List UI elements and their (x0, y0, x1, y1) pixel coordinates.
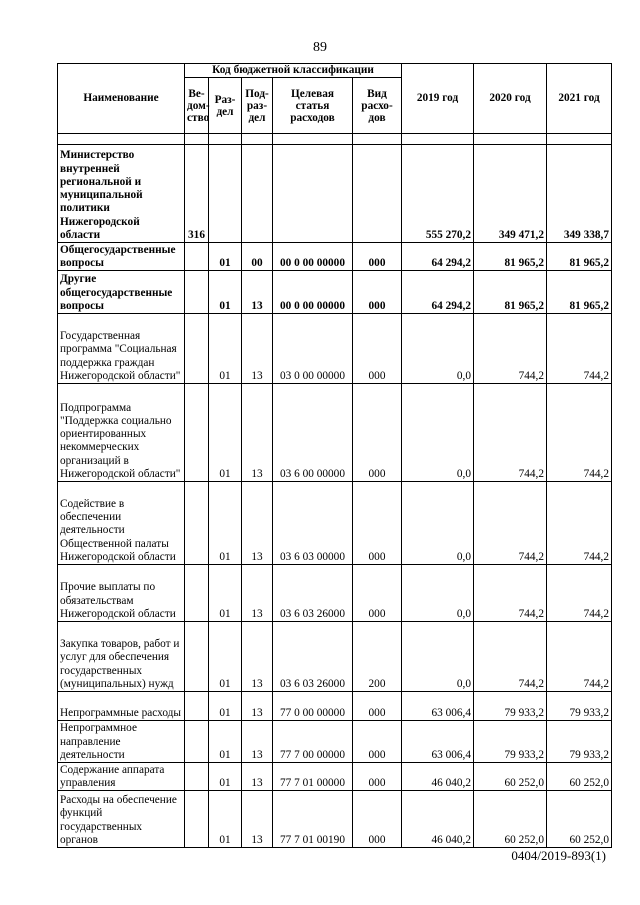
header-name: Наименование (58, 64, 185, 134)
table-row (58, 384, 612, 482)
cell-y2019: 0,0 (402, 482, 474, 565)
table-body (58, 134, 612, 848)
cell-vr: 000 (353, 243, 402, 271)
header-podrazdel: Под-раз-дел (242, 78, 273, 134)
cell-name: Государственная программа "Социальная поддержка граждан Нижегородской области" (58, 314, 185, 384)
document-code: 0404/2019-893(1) (511, 848, 606, 863)
cell-name: Подпрограмма "Поддержка социально ориентированных некоммерческих организаций в Нижегородской области" (58, 384, 185, 482)
cell-raz: 01 (209, 271, 242, 314)
cell-y2020: 81 965,2 (474, 271, 547, 314)
table-row (58, 314, 612, 384)
cell-cs: 03 6 03 00000 (273, 482, 353, 565)
cell-vr: 000 (353, 692, 402, 721)
cell-y2019: 0,0 (402, 622, 474, 692)
header-vedomstvo: Ве-дом-ство (185, 78, 209, 134)
cell-y2020: 744,2 (474, 384, 547, 482)
cell-ved (185, 271, 209, 314)
cell-ved (185, 622, 209, 692)
table-row (58, 622, 612, 692)
cell-cs: 77 7 01 00000 (273, 763, 353, 791)
cell-name: Министерство внутренней региональной и муниципальной политики Нижегородской области (58, 145, 185, 243)
cell-podraz: 13 (242, 622, 273, 692)
cell-y2019: 0,0 (402, 565, 474, 622)
cell-name: Непрограммное направление деятельности (58, 721, 185, 763)
cell-y2020: 60 252,0 (474, 791, 547, 848)
cell-name: Содержание аппарата управления (58, 763, 185, 791)
cell-name: Прочие выплаты по обязательствам Нижегородской области (58, 565, 185, 622)
cell-ved: 316 (185, 145, 209, 243)
cell-cs: 03 6 00 00000 (273, 384, 353, 482)
cell-cs: 03 6 03 26000 (273, 622, 353, 692)
cell-y2021: 81 965,2 (547, 271, 612, 314)
cell-y2020: 744,2 (474, 482, 547, 565)
cell-name: Закупка товаров, работ и услуг для обеспечения государственных (муниципальных) нужд (58, 622, 185, 692)
cell-raz: 01 (209, 243, 242, 271)
cell-y2019: 64 294,2 (402, 243, 474, 271)
cell-y2020: 744,2 (474, 622, 547, 692)
cell-y2021: 349 338,7 (547, 145, 612, 243)
table-row (58, 763, 612, 791)
table-row (58, 482, 612, 565)
cell-y2021: 79 933,2 (547, 692, 612, 721)
cell-y2019: 0,0 (402, 384, 474, 482)
cell-podraz: 13 (242, 271, 273, 314)
cell-y2021: 744,2 (547, 314, 612, 384)
cell-raz: 01 (209, 482, 242, 565)
page-number: 89 (313, 40, 327, 55)
cell-y2020: 744,2 (474, 314, 547, 384)
cell-vr: 000 (353, 565, 402, 622)
cell-vr: 000 (353, 384, 402, 482)
header-vid: Вид расхо-дов (353, 78, 402, 134)
cell-name: Другие общегосударственные вопросы (58, 271, 185, 314)
budget-table (57, 63, 612, 848)
cell-ved (185, 384, 209, 482)
cell-podraz: 13 (242, 721, 273, 763)
cell-raz (209, 145, 242, 243)
table-row (58, 271, 612, 314)
cell-y2019: 64 294,2 (402, 271, 474, 314)
cell-podraz: 13 (242, 763, 273, 791)
header-2021: 2021 год (547, 64, 612, 134)
cell-ved (185, 692, 209, 721)
cell-vr: 000 (353, 721, 402, 763)
cell-cs (273, 145, 353, 243)
cell-vr: 200 (353, 622, 402, 692)
header-2020: 2020 год (474, 64, 547, 134)
table-row (58, 791, 612, 848)
cell-y2021: 60 252,0 (547, 791, 612, 848)
cell-y2019: 46 040,2 (402, 791, 474, 848)
cell-vr (353, 145, 402, 243)
table-row (58, 243, 612, 271)
cell-podraz: 13 (242, 791, 273, 848)
cell-y2021: 60 252,0 (547, 763, 612, 791)
cell-y2021: 79 933,2 (547, 721, 612, 763)
header-code-group: Код бюджетной классификации (185, 64, 402, 78)
cell-podraz: 13 (242, 384, 273, 482)
cell-vr: 000 (353, 482, 402, 565)
cell-y2019: 46 040,2 (402, 763, 474, 791)
cell-name: Содействие в обеспечении деятельности Общественной палаты Нижегородской области (58, 482, 185, 565)
cell-podraz: 00 (242, 243, 273, 271)
cell-y2020: 81 965,2 (474, 243, 547, 271)
cell-raz: 01 (209, 692, 242, 721)
header-target: Целевая статья расходов (273, 78, 353, 134)
cell-y2021: 744,2 (547, 565, 612, 622)
cell-ved (185, 482, 209, 565)
cell-y2020: 79 933,2 (474, 692, 547, 721)
cell-ved (185, 763, 209, 791)
cell-vr: 000 (353, 271, 402, 314)
cell-podraz: 13 (242, 565, 273, 622)
cell-cs: 77 0 00 00000 (273, 692, 353, 721)
cell-ved (185, 243, 209, 271)
table-row (58, 145, 612, 243)
table-header (58, 64, 612, 134)
cell-podraz: 13 (242, 482, 273, 565)
header-2019: 2019 год (402, 64, 474, 134)
cell-name: Общегосударственные вопросы (58, 243, 185, 271)
cell-y2019: 63 006,4 (402, 692, 474, 721)
cell-ved (185, 565, 209, 622)
cell-y2021: 744,2 (547, 384, 612, 482)
cell-y2019: 63 006,4 (402, 721, 474, 763)
cell-y2021: 744,2 (547, 482, 612, 565)
cell-raz: 01 (209, 763, 242, 791)
table-row (58, 692, 612, 721)
cell-y2020: 60 252,0 (474, 763, 547, 791)
cell-raz: 01 (209, 314, 242, 384)
cell-y2019: 555 270,2 (402, 145, 474, 243)
cell-cs: 03 0 00 00000 (273, 314, 353, 384)
header-razdel: Раз-дел (209, 78, 242, 134)
cell-podraz (242, 145, 273, 243)
cell-raz: 01 (209, 565, 242, 622)
cell-vr: 000 (353, 314, 402, 384)
cell-y2019: 0,0 (402, 314, 474, 384)
cell-raz: 01 (209, 721, 242, 763)
cell-y2021: 81 965,2 (547, 243, 612, 271)
cell-y2020: 349 471,2 (474, 145, 547, 243)
cell-y2020: 744,2 (474, 565, 547, 622)
cell-cs: 00 0 00 00000 (273, 271, 353, 314)
cell-ved (185, 721, 209, 763)
cell-name: Расходы на обеспечение функций государственных органов (58, 791, 185, 848)
cell-y2020: 79 933,2 (474, 721, 547, 763)
table-row (58, 721, 612, 763)
cell-cs: 03 6 03 26000 (273, 565, 353, 622)
cell-cs: 77 7 00 00000 (273, 721, 353, 763)
cell-podraz: 13 (242, 314, 273, 384)
cell-podraz: 13 (242, 692, 273, 721)
cell-cs: 00 0 00 00000 (273, 243, 353, 271)
cell-vr: 000 (353, 791, 402, 848)
cell-y2021: 744,2 (547, 622, 612, 692)
cell-vr: 000 (353, 763, 402, 791)
cell-raz: 01 (209, 384, 242, 482)
table-row (58, 565, 612, 622)
spacer-row (58, 134, 612, 145)
cell-ved (185, 314, 209, 384)
cell-name: Непрограммные расходы (58, 692, 185, 721)
cell-ved (185, 791, 209, 848)
cell-raz: 01 (209, 791, 242, 848)
cell-cs: 77 7 01 00190 (273, 791, 353, 848)
cell-raz: 01 (209, 622, 242, 692)
